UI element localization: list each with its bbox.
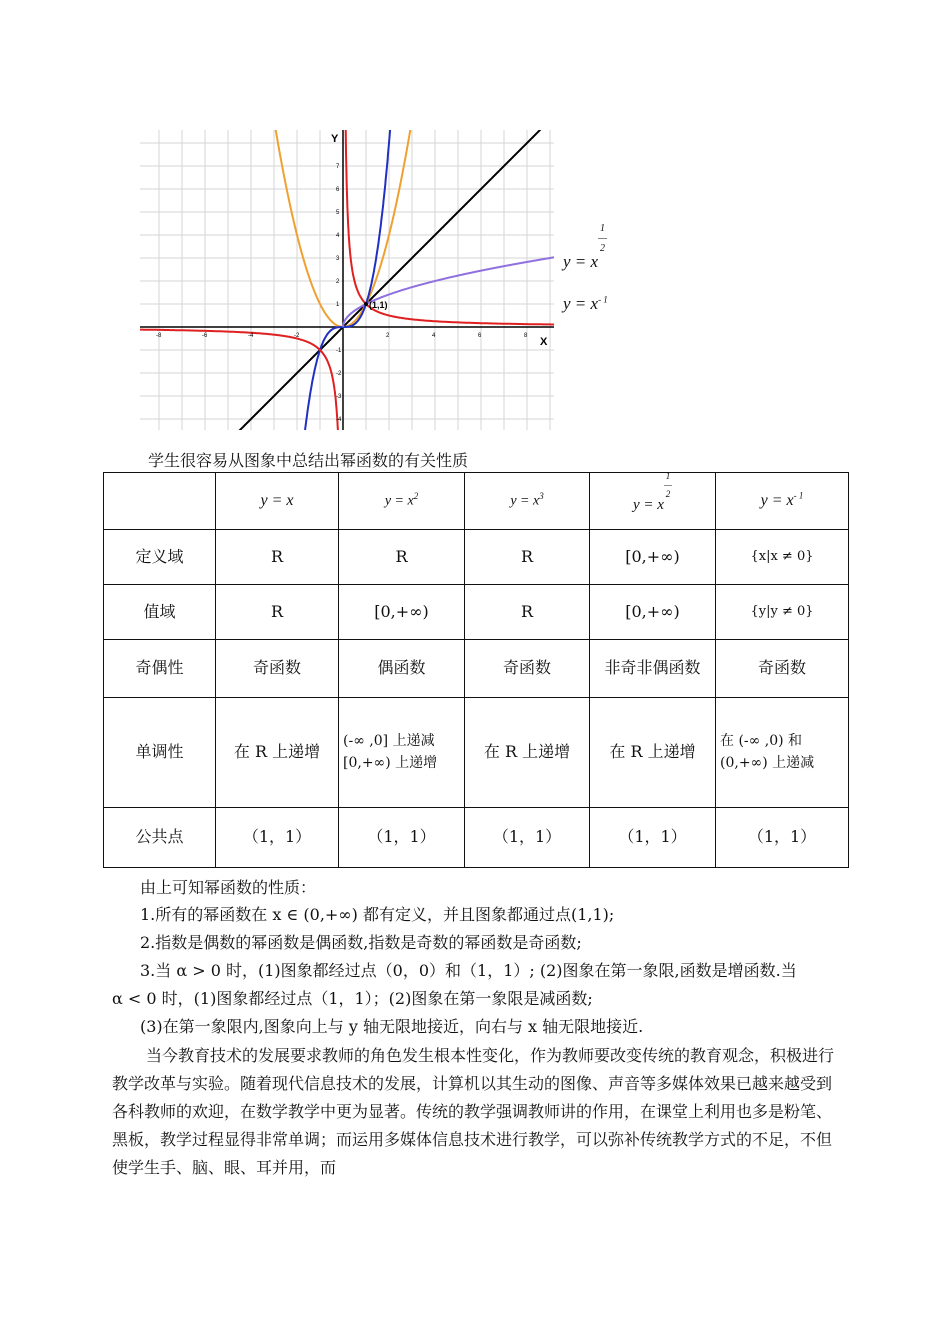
y-tick-label: -3 (336, 394, 342, 400)
power-functions-graph (140, 130, 554, 430)
sqrt-label-text: y = x (563, 252, 599, 271)
y-tick-label: 2 (336, 279, 340, 285)
sqrt-function-label (563, 223, 607, 272)
curves (140, 130, 554, 430)
point-label: (1,1) (369, 300, 388, 310)
essay-paragraph: 当今教育技术的发展要求教师的角色发生根本性变化，作为教师要改变传统的教育观念，积极进行教学改革与实验。随着现代信息技术的发展，计算机以其生动的图像、声音等多媒体效果已越来越受到各科教师的欢迎，在数学教学中更为显著。传统的教学强调教师讲的作用，在课堂上利用也多是粉笔、黑板，教学过程显得非常单调；而运用多媒体信息技术进行教学，可以弥补传统教学方式的不足，不但使学生手、脑、眼、耳并用，而 (112, 1046, 835, 1177)
axis-labels (156, 133, 548, 423)
row-label: 定义域 (104, 530, 216, 585)
x-tick-label: 6 (478, 333, 482, 339)
table-cell: 奇函数 (716, 640, 849, 698)
table-cell: R (216, 530, 339, 585)
table-cell: （1，1） (216, 808, 339, 868)
row-label: 公共点 (104, 808, 216, 868)
row-label: 单调性 (104, 698, 216, 808)
x-tick-label: 4 (432, 333, 436, 339)
table-cell: （1，1） (465, 808, 590, 868)
table-cell: （1，1） (716, 808, 849, 868)
sqrt-exponent: 1 — 2 (598, 223, 607, 254)
y-tick-label: -2 (336, 371, 342, 377)
table-cell: R (465, 530, 590, 585)
table-cell: R (339, 530, 465, 585)
x-tick-label: -2 (294, 333, 300, 339)
table-cell: 奇函数 (465, 640, 590, 698)
property-2: 2.指数是偶数的幂函数是偶函数,指数是奇数的幂函数是奇函数; (140, 933, 582, 952)
x-tick-label: -6 (202, 333, 208, 339)
table-cell: [0,+∞) (590, 585, 716, 640)
table-row (104, 585, 849, 640)
table-cell: 偶函数 (339, 640, 465, 698)
y-axis-label: Y (331, 133, 339, 145)
intro-text: 学生很容易从图象中总结出幂函数的有关性质 (148, 451, 469, 470)
table-header-cell (104, 473, 216, 530)
table-cell: 奇函数 (216, 640, 339, 698)
y-tick-label: 6 (336, 187, 340, 193)
y-tick-label: 4 (336, 233, 340, 239)
table-row (104, 640, 849, 698)
y-tick-label: -4 (336, 417, 342, 423)
table-cell: 在 R 上递增 (465, 698, 590, 808)
table-row (104, 698, 849, 808)
table-header-cell: y = x1 — 2 (590, 473, 716, 530)
property-3a: 3.当 α > 0 时，(1)图象都经过点（0，0）和（1，1）; (2)图象在第一象限,函数是增函数.当 (140, 961, 797, 980)
curve-inverse-left (140, 330, 342, 430)
curve-linear (140, 130, 550, 430)
table-cell: （1，1） (590, 808, 716, 868)
table-cell: 在 R 上递增 (590, 698, 716, 808)
y-tick-label: 1 (336, 302, 340, 308)
inverse-exponent: - 1 (598, 294, 608, 305)
row-label: 奇偶性 (104, 640, 216, 698)
row-label: 值域 (104, 585, 216, 640)
table-header-cell: $y = x^3$ (465, 473, 590, 530)
y-tick-label: 5 (336, 210, 340, 216)
x-tick-label: -4 (248, 333, 254, 339)
table-header-row (104, 473, 849, 530)
table-cell: [0,+∞) (339, 585, 465, 640)
property-1: 1.所有的幂函数在 x ∈ (0,+∞) 都有定义，并且图象都通过点(1,1); (140, 905, 615, 924)
table-cell: 在 R 上递增 (216, 698, 339, 808)
table-row (104, 530, 849, 585)
y-tick-label: 3 (336, 256, 340, 262)
table-cell: [0,+∞) (590, 530, 716, 585)
table-header-cell: $y = x^2$ (339, 473, 465, 530)
properties-heading: 由上可知幂函数的性质： (140, 878, 317, 897)
y-tick-label: -1 (336, 348, 342, 354)
table-header-cell: y = x (216, 473, 339, 530)
table-row (104, 808, 849, 868)
table-cell: 在 (-∞ ,0) 和 (0,+∞) 上递减 (716, 698, 849, 808)
table-header-cell: $y = x^{- 1}$ (716, 473, 849, 530)
property-3b: α < 0 时，(1)图象都经过点（1，1）；(2)图象在第一象限是减函数; (112, 989, 593, 1008)
table-cell: {y|y ≠ 0} (716, 585, 849, 640)
table-cell: R (465, 585, 590, 640)
properties-table (103, 472, 849, 868)
inverse-function-label (563, 294, 608, 314)
inverse-label-text: y = x (563, 294, 599, 313)
x-tick-label: -8 (156, 333, 162, 339)
table-cell: （1，1） (339, 808, 465, 868)
x-axis-label: X (540, 336, 548, 348)
property-3c: (3)在第一象限内,图象向上与 y 轴无限地接近，向右与 x 轴无限地接近. (140, 1017, 644, 1036)
x-tick-label: 2 (386, 333, 390, 339)
point-1-1 (364, 302, 368, 306)
y-tick-label: 7 (336, 164, 340, 170)
table-cell: 非奇非偶函数 (590, 640, 716, 698)
table-cell: {x|x ≠ 0} (716, 530, 849, 585)
x-tick-label: 8 (524, 333, 528, 339)
table-cell: (-∞ ,0] 上递减 [0,+∞) 上递增 (339, 698, 465, 808)
table-cell: R (216, 585, 339, 640)
